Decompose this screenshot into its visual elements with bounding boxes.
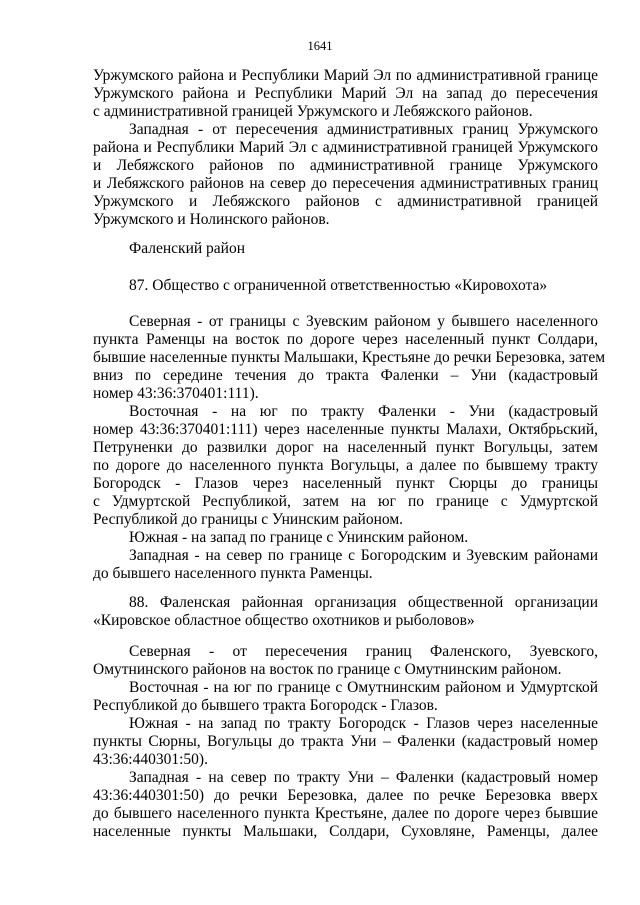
text-line: пункты Сюрны, Вогульцы до тракта Уни – Фаленки (кадастровый номер [93, 733, 598, 750]
text-line: и Лебяжского районов по административной границе Уржумского [93, 157, 598, 174]
text-line: Петруненки до развилки дорог на населенный пункт Вогульцы, затем [93, 439, 598, 456]
text-line: Богородск - Глазов через населенный пункт Сюрцы до границы [93, 475, 598, 492]
text-line: до бывшего населенного пункта Крестьяне, далее по дороге через бывшие [93, 805, 598, 822]
text-line: Северная - от границы с Зуевским районом у бывшего населенного [129, 313, 598, 330]
text-line: Республикой до границы с Унинским районом. [93, 511, 404, 528]
text-line: района и Республики Марий Эл с административной границей Уржумского [93, 139, 598, 156]
item-heading: 88. Фаленская районная организация общественной организации [129, 594, 598, 611]
text-line: Республикой до бывшего тракта Богородск - Глазов. [93, 697, 438, 714]
text-line: Уржумского района и Республики Марий Эл по административной границе [93, 67, 598, 84]
text-line: Западная - на север по тракту Уни – Фаленки (кадастровый номер [129, 769, 598, 786]
text-line: вниз по середине течения до тракта Фаленки – Уни (кадастровый [93, 367, 598, 384]
text-line: до бывшего населенного пункта Раменцы. [93, 565, 373, 582]
text-line: бывшие населенные пункты Мальшаки, Крестьяне до речки Березовка, затем [93, 349, 606, 366]
item-heading: «Кировское областное общество охотников и рыболовов» [93, 612, 475, 629]
text-line: Уржумского и Лебяжского районов с административной границей [93, 193, 598, 210]
page-number: 1641 [307, 39, 333, 53]
text-line: Уржумского и Нолинского районов. [93, 211, 330, 228]
text-line: населенные пункты Мальшаки, Солдари, Суховляне, Раменцы, далее [93, 823, 598, 840]
text-line: пункта Раменцы на восток по дороге через населенный пункт Солдари, [93, 331, 598, 348]
text-line: с Удмуртской Республикой, затем на юг по границе с Удмуртской [93, 493, 598, 510]
text-line: Восточная - на юг по тракту Фаленки - Уни (кадастровый [129, 403, 598, 420]
text-line: с административной границей Уржумского и Лебяжского районов. [93, 103, 533, 120]
text-line: Южная - на запад по тракту Богородск - Глазов через населенные [129, 715, 598, 732]
text-line: Омутнинского районов на восток по границе с Омутнинским районом. [93, 661, 562, 678]
text-line: Восточная - на юг по границе с Омутнинским районом и Удмуртской [129, 679, 598, 696]
item-heading: 87. Общество с ограниченной ответственностью «Кировохота» [129, 277, 548, 294]
text-line: 43:36:440301:50). [93, 751, 208, 768]
text-line: Северная - от пересечения границ Фаленского, Зуевского, [129, 643, 598, 660]
text-line: номер 43:36:370401:111). [93, 385, 259, 402]
text-line: по дороге до населенного пункта Вогульцы, а далее по бывшему тракту [93, 457, 598, 474]
text-line: Уржумского района и Республики Марий Эл на запад до пересечения [93, 85, 598, 102]
text-line: Южная - на запад по границе с Унинским районом. [129, 529, 469, 546]
section-heading: Фаленский район [129, 240, 246, 257]
text-line: и Лебяжского районов на север до пересечения административных границ [93, 175, 598, 192]
text-line: Западная - от пересечения административных границ Уржумского [129, 121, 598, 138]
text-line: номер 43:36:370401:111) через населенные пункты Малахи, Октябрьский, [93, 421, 598, 438]
text-line: 43:36:440301:50) до речки Березовка, далее по речке Березовка вверх [93, 787, 598, 804]
text-line: Западная - на север по границе с Богородским и Зуевским районами [129, 547, 598, 564]
